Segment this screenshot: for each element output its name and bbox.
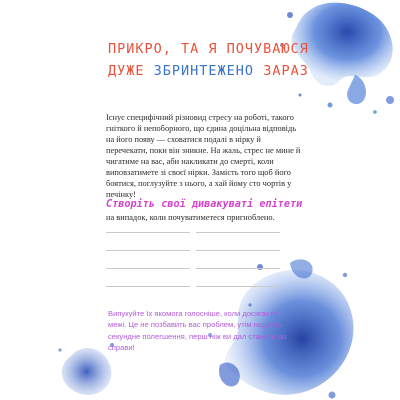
title-word-very: ДУЖЕ <box>108 63 145 79</box>
writing-line <box>196 286 280 287</box>
title-line-1: ПРИКРО, ТА Я ПОЧУВАЮСЯ <box>108 41 309 57</box>
exercise-note: на випадок, коли почуватиметеся пригноблено. <box>106 213 275 222</box>
writing-line <box>106 250 190 251</box>
writing-line <box>196 268 280 269</box>
writing-line <box>106 268 190 269</box>
writing-line <box>196 250 280 251</box>
title-highlight-word: ЗБРИНТЕЖЕНО <box>153 63 255 79</box>
body-paragraph: Існує специфічний різновид стресу на роботі, такого гніткого й непоборного, що єдина доцільна відповідь на його появу — сховатися подалі в нірку й перечекати, поки він зникне. На жаль, стрес не мине й чигатиме на вас, аби накликати до смерті, коли виповзатимете зі своєї нірки. Замість того щоб його боятися, поглузуйте з нього, а хай йому сто чортів у печінку! <box>106 113 301 199</box>
page-title <box>108 38 328 82</box>
writing-lines <box>106 224 290 294</box>
writing-line <box>106 286 190 287</box>
exercise-heading: Створіть свої дивакуваті епітети <box>106 199 303 210</box>
writing-line <box>106 232 190 233</box>
title-line-2 <box>108 60 328 82</box>
title-word-now: ЗАРАЗ <box>263 63 309 79</box>
footer-note: Випукуйте їх якомога голосніше, коли досягаєте межі. Це не позбавить вас проблем, утім надасть секундне полегшення, перш ніж ви дал станете до справи! <box>108 309 287 353</box>
writing-line <box>196 232 280 233</box>
